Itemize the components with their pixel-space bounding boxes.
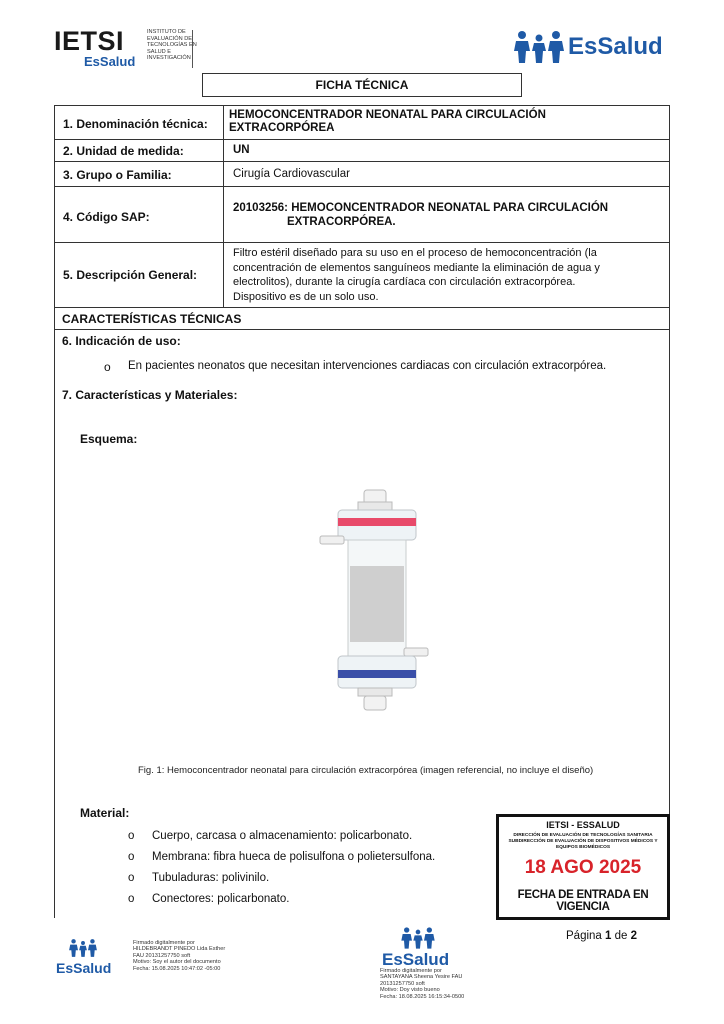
materials-list xyxy=(128,826,435,910)
value-line: EXTRACORPÓREA. xyxy=(287,216,396,228)
signature-line: HILDEBRANDT PINEDO Lida Esther xyxy=(133,946,226,953)
bullet-symbol: o xyxy=(128,893,135,905)
row-value-sap-code xyxy=(233,201,608,229)
signature-line: Motivo: Doy visto bueno xyxy=(380,987,440,994)
indication-title: 6. Indicación de uso: xyxy=(62,334,181,348)
stamp-title: IETSI - ESSALUD xyxy=(546,820,620,830)
row-label-group: 3. Grupo o Familia: xyxy=(63,168,172,182)
page-word: Página xyxy=(566,930,602,942)
row-divider xyxy=(55,161,669,162)
row-label-sap-code: 4. Código SAP: xyxy=(63,210,150,224)
signature-line: SANTAYANA Sheena Yesire FAU xyxy=(380,974,463,981)
stamp-footer: FECHA DE ENTRADA EN VIGENCIA xyxy=(517,889,649,913)
value-line: Filtro estéril diseñado para su uso en el proceso de hemoconcentración (la xyxy=(233,247,597,259)
indication-bullet-text: En pacientes neonatos que necesitan intervenciones cardiacas con circulación extracorpórea. xyxy=(128,360,607,372)
row-divider xyxy=(55,329,669,330)
footer-essalud-logo-center xyxy=(378,926,458,972)
materials-title: 7. Características y Materiales: xyxy=(62,388,238,402)
value-line: 20103256: HEMOCONCENTRADOR NEONATAL PARA CIRCULACIÓN xyxy=(233,202,609,214)
row-divider xyxy=(55,242,669,243)
footer-logo-word: EsSalud xyxy=(382,950,450,969)
signature-line: Fecha: 18.08.2025 16:15:34-0500 xyxy=(380,993,465,1000)
validity-stamp xyxy=(496,814,670,920)
schema-label: Esquema: xyxy=(80,432,138,446)
document-title: FICHA TÉCNICA xyxy=(202,73,522,97)
signature-left xyxy=(133,940,225,972)
value-line: electrolitos), durante la cirugía cardíaca con circulación extracorpórea. xyxy=(233,276,576,288)
row-value-group: Cirugía Cardiovascular xyxy=(233,168,350,180)
row-value-denomination xyxy=(229,109,546,135)
row-label-unit: 2. Unidad de medida: xyxy=(63,144,184,158)
institute-line: SALUD E xyxy=(147,48,171,55)
essalud-wordmark: EsSalud xyxy=(568,33,663,60)
family-icon xyxy=(398,926,438,950)
indication-bullet-symbol: o xyxy=(104,360,111,374)
material-text: Conectores: policarbonato. xyxy=(152,893,290,905)
footer-essalud-logo-left xyxy=(54,938,114,978)
row-value-description xyxy=(233,246,663,304)
section-title: CARACTERÍSTICAS TÉCNICAS xyxy=(62,312,242,326)
ietsi-essalud-wordmark: EsSalud xyxy=(84,54,136,69)
footer-logo-word: EsSalud xyxy=(56,960,112,976)
institute-name xyxy=(147,29,207,62)
list-item xyxy=(128,868,435,889)
page-total: 2 xyxy=(630,930,638,942)
value-line: HEMOCONCENTRADOR NEONATAL PARA CIRCULACIÓN xyxy=(229,109,546,121)
bullet-symbol: o xyxy=(128,830,135,842)
institute-line: TECNOLOGÍAS EN xyxy=(147,42,197,49)
row-value-unit: UN xyxy=(233,144,250,156)
material-text: Tubuladuras: polivinilo. xyxy=(152,872,270,884)
page-current: 1 xyxy=(605,930,612,942)
institute-line: INVESTIGACIÓN xyxy=(147,55,191,62)
signature-line: Fecha: 15.08.2025 10:47:02 -05:00 xyxy=(133,965,221,972)
figure-caption: Fig. 1: Hemoconcentrador neonatal para circulación extracorpórea (imagen referencial, no incluye el diseño) xyxy=(138,765,594,776)
material-label: Material: xyxy=(80,806,130,820)
list-item xyxy=(128,826,435,847)
signature-line: Firmado digitalmente por xyxy=(133,940,195,946)
value-line: concentración de elementos sanguíneos mediante la eliminación de agua y xyxy=(233,261,600,274)
row-divider xyxy=(55,139,669,140)
family-icon xyxy=(66,938,100,958)
column-divider xyxy=(223,106,224,307)
institute-line: INSTITUTO DE xyxy=(147,29,186,35)
row-divider xyxy=(55,307,669,308)
material-text: Cuerpo, carcasa o almacenamiento: policarbonato. xyxy=(152,830,413,842)
page-of: de xyxy=(614,930,628,942)
page-number xyxy=(566,930,637,942)
institute-line: EVALUACIÓN DE xyxy=(147,35,192,42)
stamp-line: SUBDIRECCIÓN DE EVALUACIÓN DE DISPOSITIVOS MÉDICOS Y EQUIPOS BIOMÉDICOS xyxy=(508,839,658,850)
signature-line: FAU 20131257750 soft xyxy=(133,952,191,959)
bullet-symbol: o xyxy=(128,851,135,863)
material-text: Membrana: fibra hueca de polisulfona o polietersulfona. xyxy=(152,851,436,863)
essalud-logo xyxy=(512,29,672,67)
row-label-denomination: 1. Denominación técnica: xyxy=(63,117,208,131)
family-icon xyxy=(512,29,566,65)
list-item xyxy=(128,889,435,910)
ietsi-wordmark: IETSI xyxy=(54,26,125,56)
signature-line: 20131257750 soft xyxy=(380,980,425,987)
list-item xyxy=(128,847,435,868)
signature-line: Motivo: Soy el autor del documento xyxy=(133,959,221,966)
signature-center xyxy=(380,968,464,1000)
row-divider xyxy=(55,186,669,187)
hemoconcentrator-image xyxy=(318,488,430,718)
bullet-symbol: o xyxy=(128,872,135,884)
row-label-description: 5. Descripción General: xyxy=(63,268,198,282)
value-line: Dispositivo es de un solo uso. xyxy=(233,290,379,303)
stamp-date: 18 AGO 2025 xyxy=(524,857,642,878)
signature-line: Firmado digitalmente por xyxy=(380,968,442,974)
stamp-line: DIRECCIÓN DE EVALUACIÓN DE TECNOLOGÍAS SANITARIA xyxy=(513,833,653,838)
value-line: EXTRACORPÓREA xyxy=(229,122,335,134)
